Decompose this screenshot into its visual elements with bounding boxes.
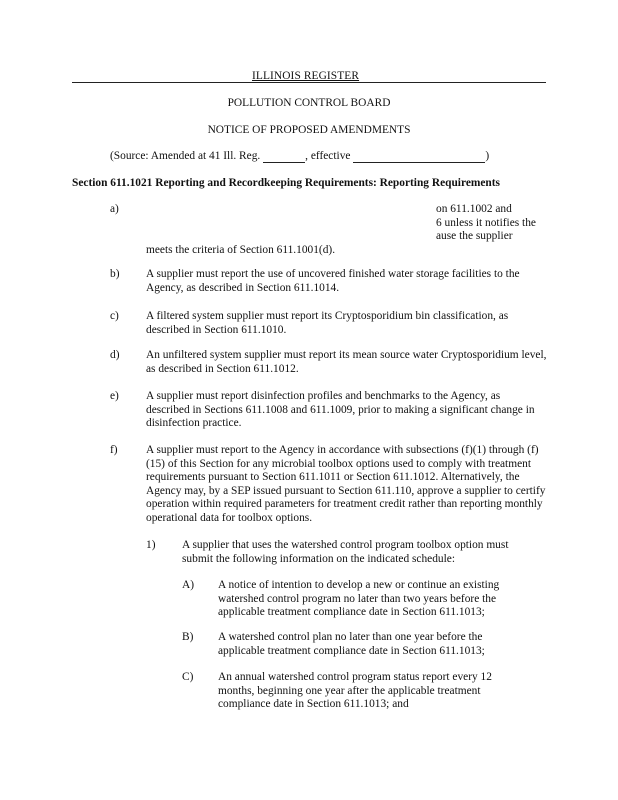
notice-title: NOTICE OF PROPOSED AMENDMENTS: [207, 124, 411, 136]
item-a-continuation: meets the criteria of Section 611.1001(d).: [146, 244, 336, 256]
item-e-label: e): [110, 390, 119, 402]
header-rule: [72, 82, 546, 83]
register-title: ILLINOIS REGISTER: [252, 70, 360, 82]
sub1-a-label: A): [182, 579, 195, 591]
sub1-b-text: A watershed control plan no later than one year before the applicable treatment compliance date in Section 611.1013;: [218, 631, 485, 657]
item-f-text: A supplier must report to the Agency in accordance with subsections (f)(1) through (f)(15) of this Section for any microbial toolbox options used to comply with treatment requirements pursuant to Section 611.1011 or Section 611.1012. Alternatively, the Agency may, by a SEP issued pursuant to Section 611.110, approve a supplier to certify operation within required parameters for treatment credit rather than reporting monthly operational data for toolbox options.: [146, 444, 546, 524]
item-d-text: An unfiltered system supplier must report its mean source water Cryptosporidium level, as described in Section 611.1012.: [146, 349, 547, 375]
sub1-a-text: A notice of intention to develop a new or continue an existing watershed control program no later than two years before the applicable treatment compliance date in Section 611.1013;: [218, 579, 500, 618]
item-a-fragment-line: 6 unless it notifies the: [436, 216, 536, 229]
item-c-text: A filtered system supplier must report its Cryptosporidium bin classification, as described in Section 611.1010.: [146, 310, 509, 336]
sub1-c-label: C): [182, 671, 194, 683]
reg-blank: [263, 150, 305, 163]
source-mid: , effective: [305, 150, 351, 162]
item-d-label: d): [110, 349, 120, 361]
item-e-text: A supplier must report disinfection profiles and benchmarks to the Agency, as described in Sections 611.1008 and 611.1009, prior to making a significant change in disinfection practice.: [146, 390, 535, 429]
item-b-text: A supplier must report the use of uncovered finished water storage facilities to the Agency, as described in Section 611.1014.: [146, 268, 520, 294]
item-b-label: b): [110, 268, 120, 280]
effective-blank: [353, 150, 485, 163]
sub1-b-label: B): [182, 631, 194, 643]
source-open: (Source: Amended at 41 Ill. Reg.: [110, 150, 261, 162]
section-heading: Section 611.1021 Reporting and Recordkeeping Requirements: Reporting Requirements: [72, 177, 500, 189]
item-f-label: f): [110, 444, 118, 456]
source-close: ): [485, 150, 490, 162]
sub1-label: 1): [146, 539, 156, 551]
sub1-c-text: An annual watershed control program status report every 12 months, beginning one year after the applicable treatment compliance date in Section 611.1013; and: [218, 671, 492, 710]
sub1-text: A supplier that uses the watershed control program toolbox option must submit the following information on the indicated schedule:: [182, 539, 509, 565]
item-a-fragment-line: ause the supplier: [436, 230, 513, 242]
item-a-fragment-line: on 611.1002 and: [436, 203, 512, 215]
source-line: [110, 150, 489, 163]
item-a-label: a): [110, 203, 119, 215]
item-c-label: c): [110, 310, 119, 322]
item-a-fragment: [436, 203, 576, 244]
board-name: POLLUTION CONTROL BOARD: [227, 97, 391, 109]
